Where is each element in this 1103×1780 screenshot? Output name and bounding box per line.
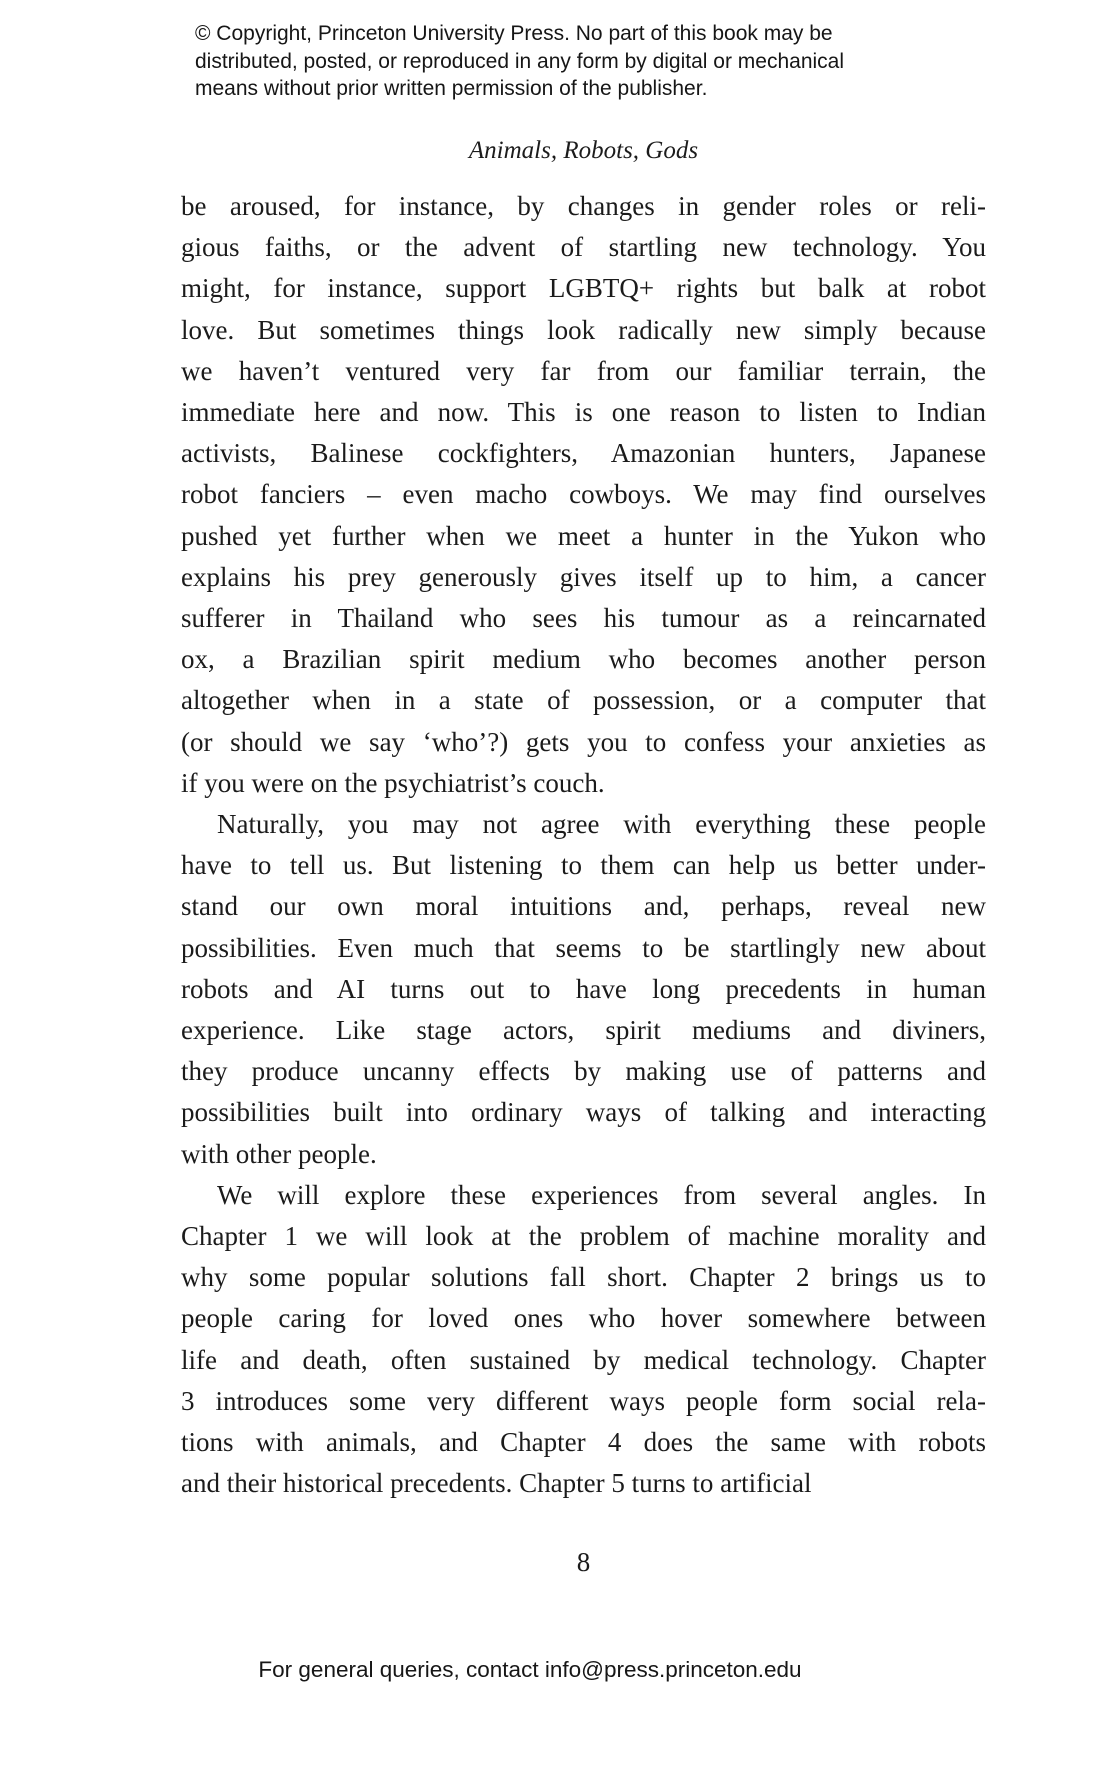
body-text-line: altogether when in a state of possession, or a computer that <box>181 685 986 716</box>
copyright-line: © Copyright, Princeton University Press. No part of this book may be <box>195 22 833 45</box>
body-text-line: they produce uncanny effects by making use of patterns and <box>181 1056 986 1087</box>
body-text-line: why some popular solutions fall short. Chapter 2 brings us to <box>181 1262 986 1293</box>
body-text-line: immediate here and now. This is one reason to listen to Indian <box>181 397 986 428</box>
body-text-line: if you were on the psychiatrist’s couch. <box>181 767 605 798</box>
copyright-notice <box>195 20 844 103</box>
body-text-line: explains his prey generously gives itself up to him, a cancer <box>181 561 986 592</box>
body-text-line: and their historical precedents. Chapter 5 turns to artificial <box>181 1468 812 1499</box>
page-number: 8 <box>576 1547 591 1577</box>
body-text-line: ox, a Brazilian spirit medium who becomes another person <box>181 644 986 675</box>
copyright-line: means without prior written permission of the publisher. <box>195 77 708 100</box>
body-text-line: tions with animals, and Chapter 4 does the same with robots <box>181 1427 986 1458</box>
copyright-line: distributed, posted, or reproduced in any form by digital or mechanical <box>195 49 845 73</box>
body-text-line: possibilities built into ordinary ways of talking and interacting <box>181 1097 986 1128</box>
footer-contact-line: For general queries, contact info@press.princeton.edu <box>258 1657 802 1682</box>
body-text-line: sufferer in Thailand who sees his tumour as a reincarnated <box>181 603 986 634</box>
body-text-line: (or should we say ‘who’?) gets you to confess your anxieties as <box>181 726 986 757</box>
body-text-line: Naturally, you may not agree with everything these people <box>217 809 986 840</box>
body-text-line: life and death, often sustained by medical technology. Chapter <box>181 1344 986 1375</box>
body-text-line: stand our own moral intuitions and, perhaps, reveal new <box>181 891 986 922</box>
body-text-line: be aroused, for instance, by changes in gender roles or reli- <box>181 191 986 221</box>
body-text-line: robots and AI turns out to have long precedents in human <box>181 973 986 1004</box>
body-text <box>181 186 986 1505</box>
body-text-line: possibilities. Even much that seems to be startlingly new about <box>181 932 986 963</box>
body-text-line: love. But sometimes things look radically new simply because <box>181 314 986 345</box>
body-text-line: have to tell us. But listening to them can help us better under- <box>181 850 986 881</box>
body-text-line: robot fanciers – even macho cowboys. We may find ourselves <box>181 479 986 510</box>
body-text-line: people caring for loved ones who hover somewhere between <box>181 1303 986 1334</box>
body-text-line: Chapter 1 we will look at the problem of machine morality and <box>181 1221 986 1252</box>
body-text-line: might, for instance, support LGBTQ+ rights but balk at robot <box>181 273 986 304</box>
running-head: Animals, Robots, Gods <box>468 137 699 164</box>
body-text-line: we haven’t ventured very far from our familiar terrain, the <box>181 355 986 386</box>
body-text-line: experience. Like stage actors, spirit mediums and diviners, <box>181 1015 986 1046</box>
body-text-line: 3 introduces some very different ways people form social rela- <box>181 1385 986 1416</box>
body-text-line: with other people. <box>181 1138 377 1169</box>
body-text-line: We will explore these experiences from several angles. In <box>217 1179 986 1210</box>
body-text-line: pushed yet further when we meet a hunter in the Yukon who <box>181 520 986 551</box>
body-text-line: gious faiths, or the advent of startling new technology. You <box>181 232 986 263</box>
body-text-line: activists, Balinese cockfighters, Amazonian hunters, Japanese <box>181 438 986 469</box>
